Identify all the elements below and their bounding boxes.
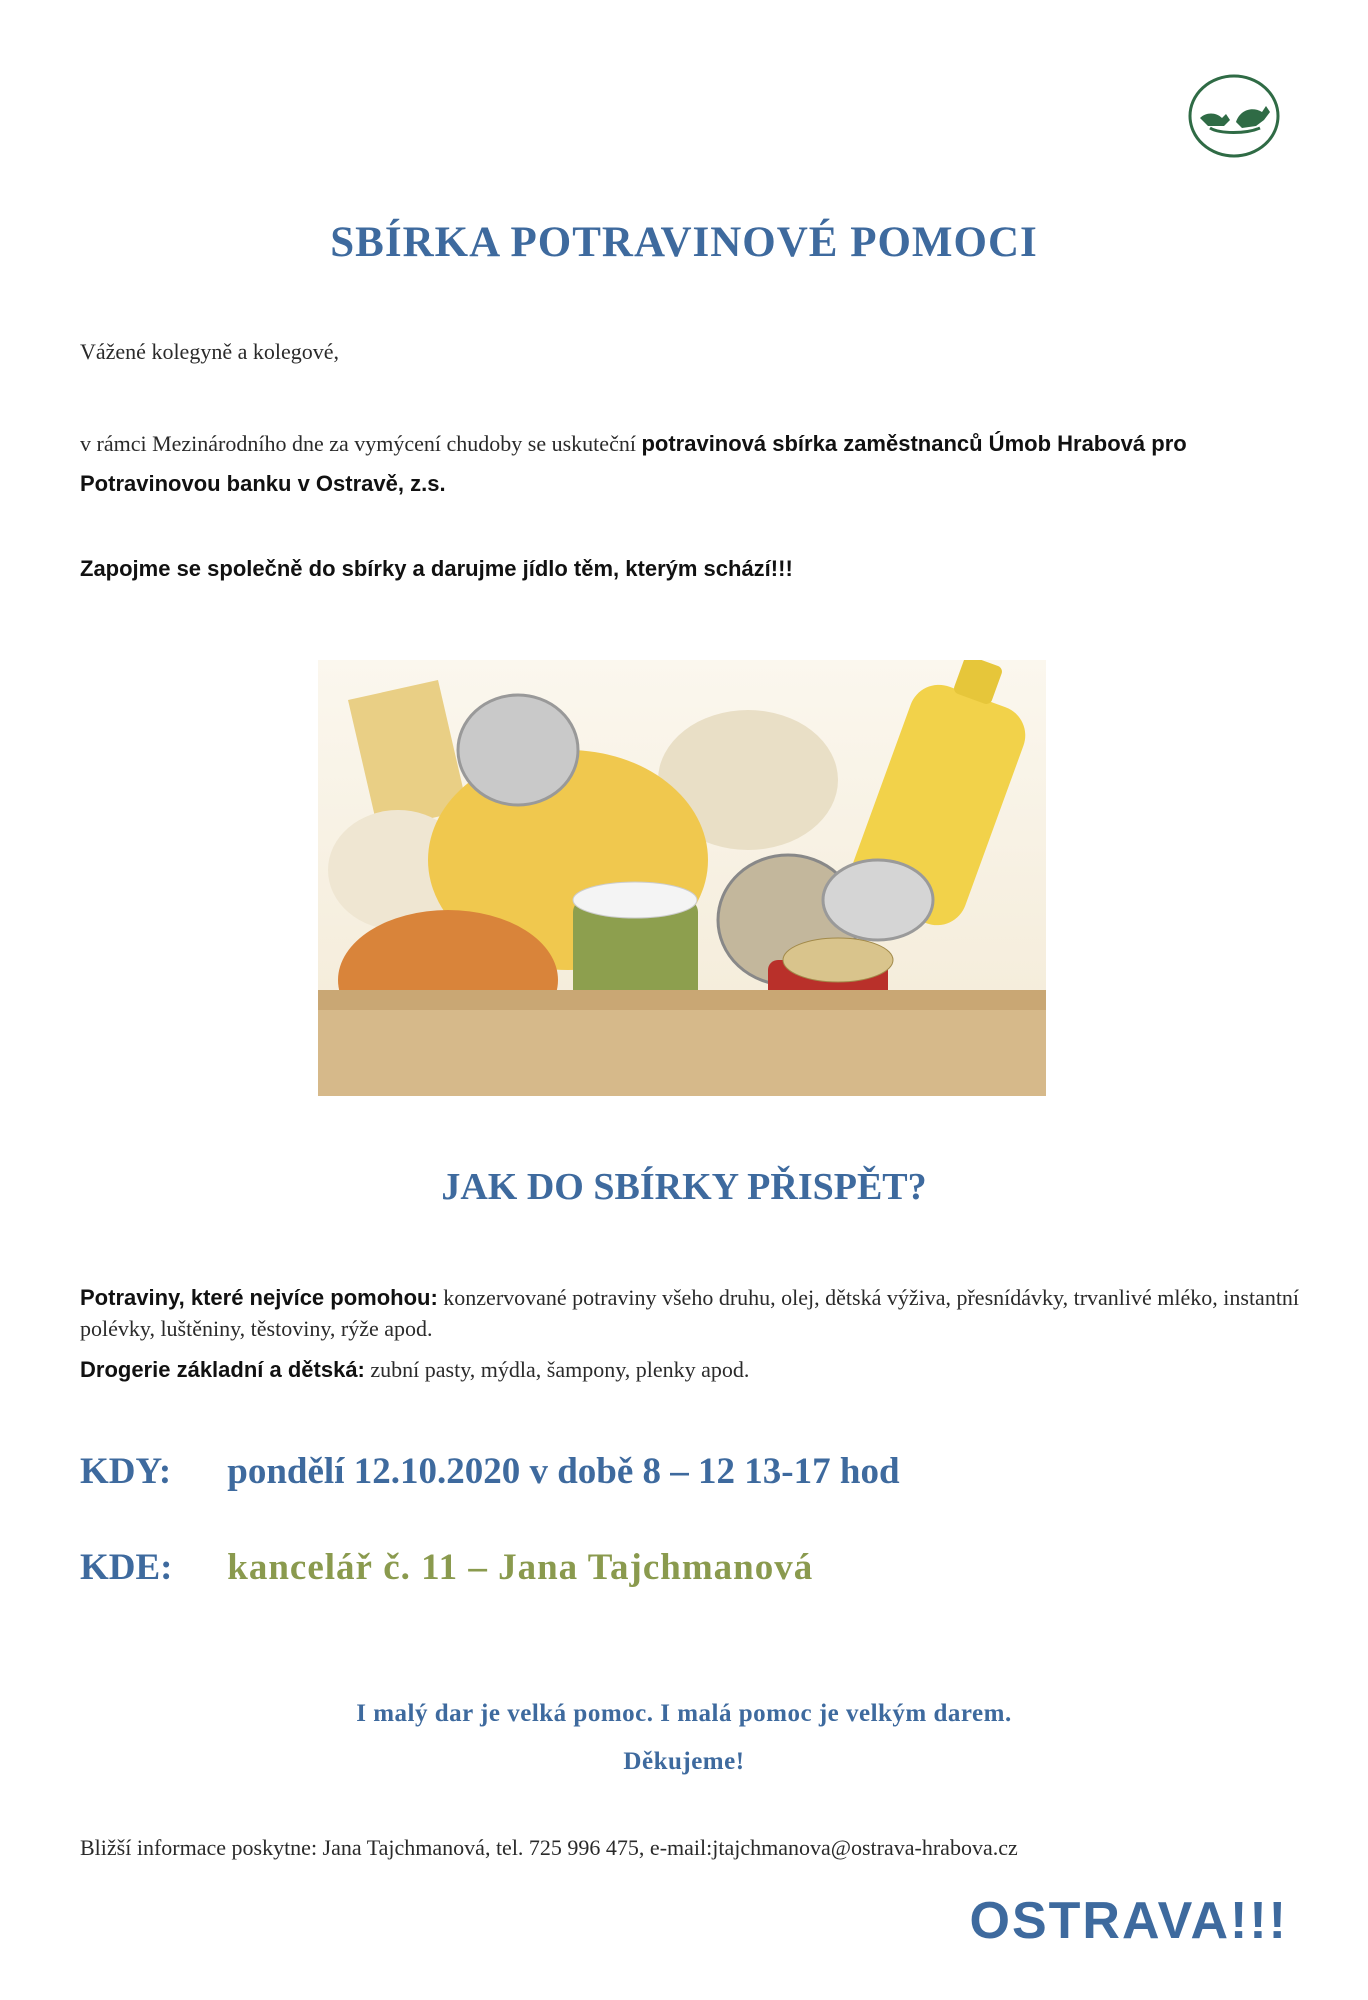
foods-paragraph — [80, 1282, 1300, 1344]
call-to-action: Zapojme se společně do sbírky a darujme jídlo těm, kterým schází!!! — [80, 556, 793, 581]
greeting: Vážené kolegyně a kolegové, — [80, 339, 339, 364]
food-donation-box-photo-icon — [318, 660, 1046, 1096]
drugstore-label: Drogerie základní a dětská: — [80, 1357, 365, 1382]
where-label: KDE: — [80, 1547, 173, 1588]
motto-line-1: I malý dar je velká pomoc. I malá pomoc je velkým darem. — [356, 1700, 1012, 1727]
ostrava-brand-logo: OSTRAVA!!! — [969, 1892, 1288, 1950]
contact-info: Bližší informace poskytne: Jana Tajchmanová, tel. 725 996 475, e-mail:jtajchmanova@ostrava-hrabova.cz — [80, 1835, 1018, 1860]
foods-label: Potraviny, které nejvíce pomohou: — [80, 1285, 438, 1310]
intro-bold: potravinová sbírka zaměstnanců Úmob Hrabová pro Potravinovou banku v Ostravě, z.s. — [80, 431, 1187, 496]
when-value: pondělí 12.10.2020 v době 8 – 12 13-17 hod — [227, 1451, 900, 1492]
where-line — [80, 1546, 813, 1589]
intro-paragraph — [80, 424, 1290, 504]
organization-logo — [1186, 72, 1282, 160]
motto — [0, 1690, 1368, 1786]
animals-circle-logo-icon — [1186, 72, 1282, 160]
food-donation-photo — [318, 660, 1046, 1096]
intro-lead: v rámci Mezinárodního dne za vymýcení chudoby se uskuteční — [80, 431, 636, 456]
motto-line-2: Děkujeme! — [623, 1748, 745, 1775]
where-value: kancelář č. 11 – Jana Tajchmanová — [227, 1547, 814, 1588]
drugstore-text: zubní pasty, mýdla, šampony, plenky apod. — [370, 1357, 750, 1382]
when-label: KDY: — [80, 1451, 172, 1492]
foods-text: konzervované potraviny všeho druhu, olej, dětská výživa, přesnídávky, trvanlivé mléko, instantní polévky, luštěniny, těstoviny, rýže apod. — [80, 1285, 1300, 1341]
page-title: SBÍRKA POTRAVINOVÉ POMOCI — [330, 219, 1038, 266]
how-to-heading: JAK DO SBÍRKY PŘISPĚT? — [441, 1166, 927, 1208]
when-line — [80, 1450, 900, 1493]
drugstore-paragraph — [80, 1355, 749, 1385]
